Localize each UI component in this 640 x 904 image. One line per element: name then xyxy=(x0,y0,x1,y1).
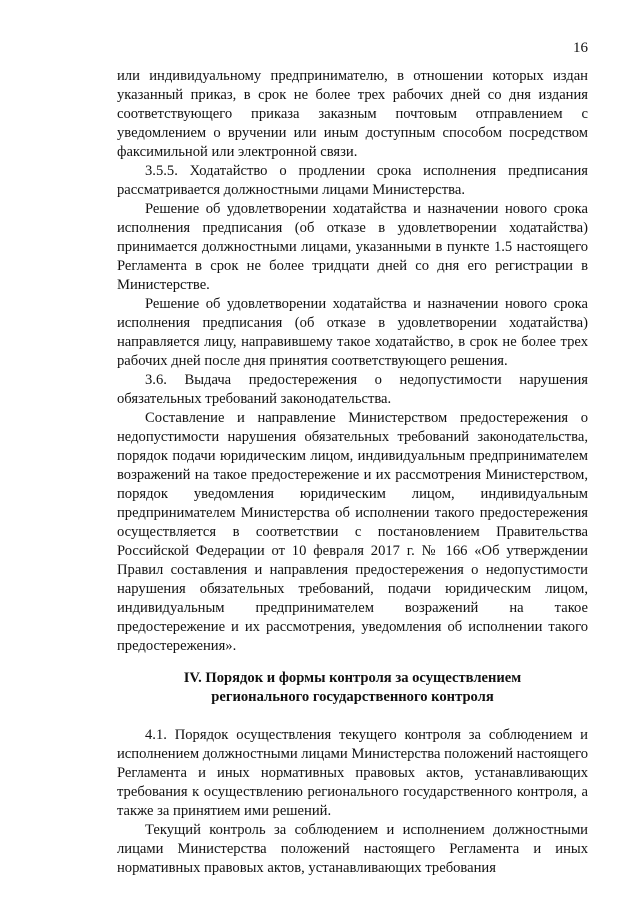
paragraph-continuation: или индивидуальному предпринимателю, в отношении которых издан указанный приказ, в срок не более трех рабочих дней со дня издания соответствующего приказа заказным почтовым отправлением с уведомлением о вручении или иным доступным способом посредством факсимильной или электронной связи. xyxy=(117,68,588,160)
paragraph-4-1: 4.1. Порядок осуществления текущего контроля за соблюдением и исполнением должностными лицами Министерства положений настоящего Регламента и иных нормативных правовых актов, устанавливающих требования к осуществлению регионального государственного контроля, а также за принятием ими решений. xyxy=(117,727,588,819)
paragraph-current-control: Текущий контроль за соблюдением и исполнением должностными лицами Министерства положений настоящего Регламента и иных нормативных правовых актов, устанавливающих требования xyxy=(117,822,588,876)
paragraph-3-5-5: 3.5.5. Ходатайство о продлении срока исполнения предписания рассматривается должностными лицами Министерства. xyxy=(117,163,588,198)
document-body xyxy=(117,67,588,878)
paragraph-decision-sending: Решение об удовлетворении ходатайства и назначении нового срока исполнения предписания (об отказе в удовлетворении ходатайства) направляется лицу, направившему такое ходатайство, в срок не более трех рабочих дней после дня принятия соответствующего решения. xyxy=(117,296,588,369)
section-heading: IV. Порядок и формы контроля за осуществлением регионального государственного контроля xyxy=(183,670,522,705)
paragraph-3-6: 3.6. Выдача предостережения о недопустимости нарушения обязательных требований законодательства. xyxy=(117,372,588,407)
paragraph-decision-acceptance: Решение об удовлетворении ходатайства и назначении нового срока исполнения предписания (об отказе в удовлетворении ходатайства) принимается должностными лицами, указанными в пункте 1.5 настоящего Регламента в срок не более тридцати дней со дня его регистрации в Министерстве. xyxy=(117,201,588,293)
paragraph-warning-procedure: Составление и направление Министерством предостережения о недопустимости нарушения обязательных требований законодательства, порядок подачи юридическим лицом, индивидуальным предпринимателем возражений на такое предостережение и их рассмотрения Министерством, порядок уведомления юридическим лицом, индивидуальным предпринимателем Министерства об исполнении такого предостережения осуществляется в соответствии с постановлением Правительства Российской Федерации от 10 февраля 2017 г. № 166 «Об утверждении Правил составления и направления предостережения о недопустимости нарушения обязательных требований, подачи юридическим лицом, индивидуальным предпринимателем возражений на такое предостережение и их рассмотрения, уведомления об исполнении такого предостережения». xyxy=(117,410,588,654)
page-number: 16 xyxy=(573,40,588,56)
